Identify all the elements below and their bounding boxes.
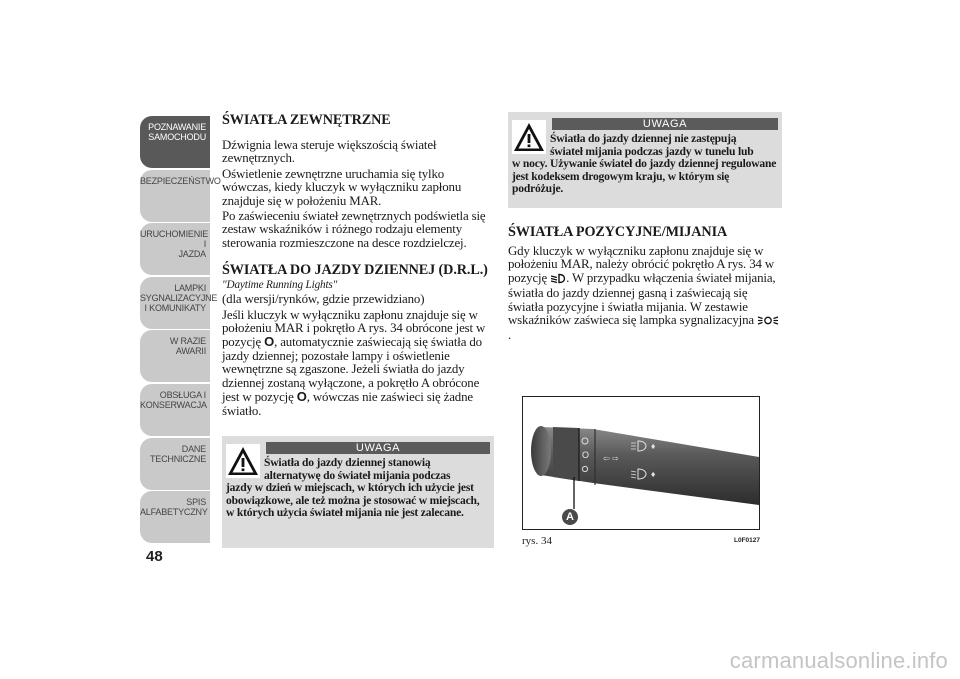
position-lights-icon <box>757 315 779 329</box>
tab-poznawanie-samochodu[interactable]: POZNAWANIE SAMOCHODU <box>140 116 210 168</box>
warning-box <box>222 436 494 548</box>
page-number: 48 <box>146 548 163 565</box>
paragraph-position-lights: Gdy kluczyk w wyłączniku zapłonu znajduje się w położeniu MAR, należy obrócić pokrętło A rys. 34 w pozycję . W przypadku włączenia świateł mijania, światła do jazdy dziennej gasną i zaświecają się światła pozycyjne i światła mijania. W zestawie wskaźników zaświeca się lampka sygnalizacyjna . <box>508 245 782 343</box>
drl-subtitle: "Daytime Running Lights" <box>222 279 338 292</box>
tab-dane-techniczne[interactable]: DANE TECHNICZNE <box>140 438 210 490</box>
tab-uruchomienie-i-jazda[interactable]: URUCHOMIENIE I JAZDA <box>140 223 210 275</box>
tab-spis-alfabetyczny[interactable]: SPIS ALFABETYCZNY <box>140 491 210 543</box>
warning-text: Światła do jazdy dziennej stanowią alternatywę do świateł mijania podczas jazdy w dzień w miejscach, w których ich użycie jest obowiązkowe, ale też można je stosować w miejscach, w których użycia świateł mijania nie jest zalecane. <box>226 455 480 520</box>
warning-text: Światła do jazdy dziennej nie zastępują świateł mijania podczas jazdy w tunelu lub w nocy. Używanie świateł do jazdy dziennej regulowane jest kodeksem drogowym kraju, w którym się podróżuje. <box>512 132 777 196</box>
low-beam-icon <box>550 273 566 287</box>
warning-box <box>508 112 782 208</box>
figure-caption: rys. 34 <box>522 535 552 547</box>
paragraph: Dźwignia lewa steruje większością świateł zewnętrznych. <box>222 138 437 166</box>
svg-text:♦: ♦ <box>650 443 657 451</box>
light-stalk-illustration <box>523 397 759 529</box>
version-note: (dla wersji/rynków, gdzie przewidziano) <box>222 292 425 307</box>
tab-w-razie-awarii[interactable]: W RAZIE AWARII <box>140 330 210 382</box>
svg-text:O: O <box>582 450 590 460</box>
section-heading-exterior-lights: ŚWIATŁA ZEWNĘTRZNE <box>222 112 391 128</box>
callout-label-a: A <box>566 511 574 523</box>
svg-text:♦: ♦ <box>650 471 657 479</box>
paragraph: Oświetlenie zewnętrzne uruchamia się tylko wówczas, kiedy kluczyk w wyłączniku zapłonu znajduje się w położeniu MAR. <box>222 166 462 208</box>
section-heading-drl: ŚWIATŁA DO JAZDY DZIENNEJ (D.R.L.) <box>222 262 488 279</box>
watermark: carmanualsonline.info <box>729 648 948 673</box>
paragraph: Po zaświeceniu świateł zewnętrznych podświetla się zestaw wskaźników i różnego rodzaju elementy sterowania rozmieszczone na desce rozdzielczej. <box>222 209 486 250</box>
figure-code: L0F0127 <box>734 537 761 544</box>
chapter-tabs <box>140 116 221 545</box>
tab-bezpieczenstwo[interactable]: BEZPIECZEŃSTWO <box>140 170 210 222</box>
left-column <box>222 112 494 548</box>
warning-title: UWAGA <box>552 118 778 130</box>
tab-lampki-sygnalizacyjne[interactable]: LAMPKI SYGNALIZACYJNE I KOMUNIKATY <box>140 277 210 329</box>
light-stalk-figure <box>522 396 760 530</box>
tab-obsluga-i-konserwacja[interactable]: OBSŁUGA I KONSERWACJA <box>140 384 210 436</box>
warning-triangle-icon <box>512 120 546 154</box>
svg-text:⇦ ⇨: ⇦ ⇨ <box>603 454 619 463</box>
position-o-symbol: O <box>264 334 275 350</box>
warning-title: UWAGA <box>266 442 490 454</box>
paragraph-drl: Jeśli kluczyk w wyłączniku zapłonu znajduje się w położeniu MAR i pokrętło A rys. 34 obrócone jest w pozycję O, automatycznie zaświecają się światła do jazdy dziennej; pozostałe lampy i oświetlenie wewnętrzne są zgaszone. Jeżeli światła do jazdy dziennej zostaną wyłączone, a pokrętło A obrócone jest w pozycję O, wówczas nie zaświeci się żadne światło. <box>222 307 486 418</box>
section-heading-position-lights: ŚWIATŁA POZYCYJNE/MIJANIA <box>508 224 728 240</box>
warning-triangle-icon <box>226 444 260 478</box>
position-o-symbol: O <box>296 389 307 405</box>
right-column <box>508 112 782 345</box>
